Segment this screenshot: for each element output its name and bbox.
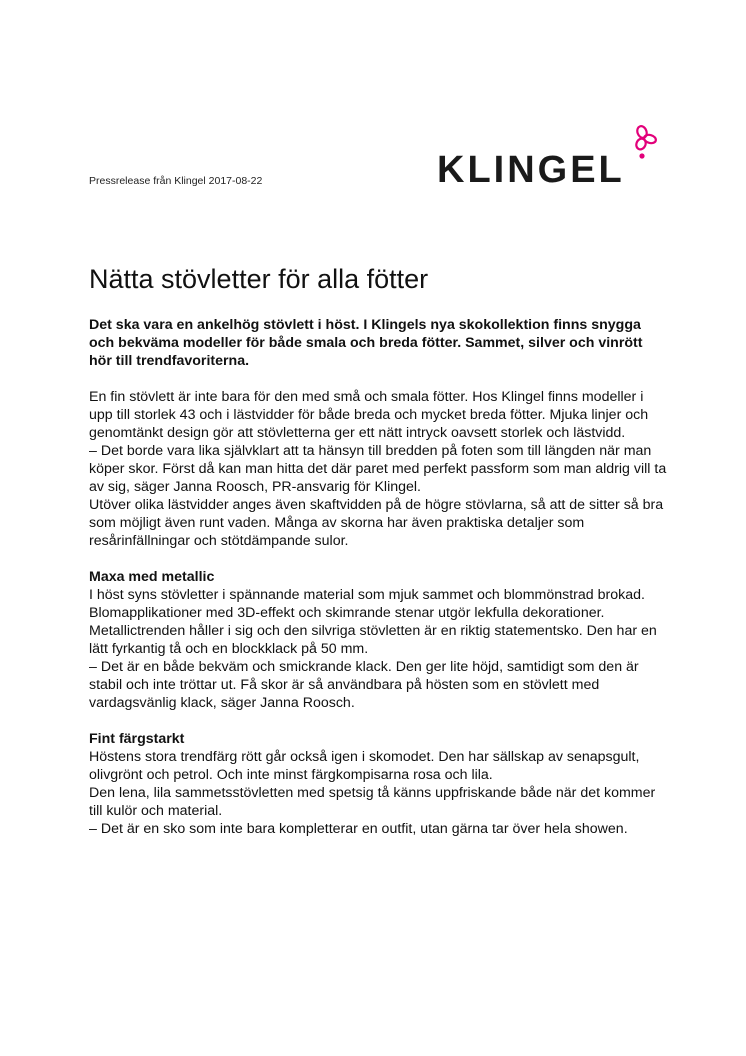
paragraph: En fin stövlett är inte bara för den med små och smala fötter. Hos Klingel finns modeller i upp till storlek 43 och i lästvidder för både breda och mycket breda fötter. Mjuka linjer och genomtänkt design gör att stövletterna ger ett nätt intryck oavsett storlek och lästvidd. — [89, 389, 649, 441]
intro-block — [89, 388, 669, 550]
paragraph: Den lena, lila sammetsstövletten med spetsig tå känns uppfriskande både när det kommer till kulör och material. — [89, 785, 656, 819]
article-lead: Det ska vara en ankelhög stövlett i höst. I Klingels nya skokollektion finns snygga och bekväma modeller för både smala och breda fötter. Sammet, silver och vinrött hör till trendfavoriterna. — [89, 317, 643, 369]
section-colorful — [89, 730, 669, 838]
paragraph: Höstens stora trendfärg rött går också igen i skomodet. Den har sällskap av senapsgult, olivgrönt och petrol. Och inte minst färgkompisarna rosa och lila. — [89, 749, 640, 783]
release-date-line: Pressrelease från Klingel 2017-08-22 — [89, 175, 263, 187]
section-heading: Maxa med metallic — [89, 569, 215, 585]
paragraph: Utöver olika lästvidder anges även skaftvidden på de högre stövlarna, så att de sitter så bra som möjligt även runt vaden. Många av skorna har även praktiska detaljer som resårinfällningar och stötdämpande sulor. — [89, 497, 664, 549]
logo-wordmark: KLINGEL — [437, 149, 625, 191]
quote-paragraph: – Det är en sko som inte bara kompletterar en outfit, utan gärna tar över hela showen. — [89, 821, 628, 837]
klingel-logo — [437, 124, 667, 190]
article-body — [89, 316, 669, 856]
paragraph: I höst syns stövletter i spännande material som mjuk sammet och blommönstrad brokad. Blomapplikationer med 3D-effekt och skimrande stenar utgör lekfulla dekorationer. Metallictrenden håller i sig och den silvriga stövletten är en riktig statementsko. Den har en lätt fyrkantig tå och en blockklack på 50 mm. — [89, 587, 657, 657]
section-heading: Fint färgstarkt — [89, 731, 185, 747]
quote-paragraph: – Det är en både bekväm och smickrande klack. Den ger lite höjd, samtidigt som den är stabil och inte tröttar ut. Få skor är så användbara på hösten som en stövlett med vardagsvänlig klack, säger Janna Roosch. — [89, 659, 639, 711]
article-title: Nätta stövletter för alla fötter — [89, 264, 429, 294]
quote-paragraph: – Det borde vara lika självklart att ta hänsyn till bredden på foten som till längden när man köper skor. Först då kan man hitta det där paret med perfekt passform som man aldrig vill ta av sig, säger Janna Roosch, PR-ansvarig för Klingel. — [89, 443, 667, 495]
section-metallic — [89, 568, 669, 712]
flower-icon — [631, 124, 661, 160]
